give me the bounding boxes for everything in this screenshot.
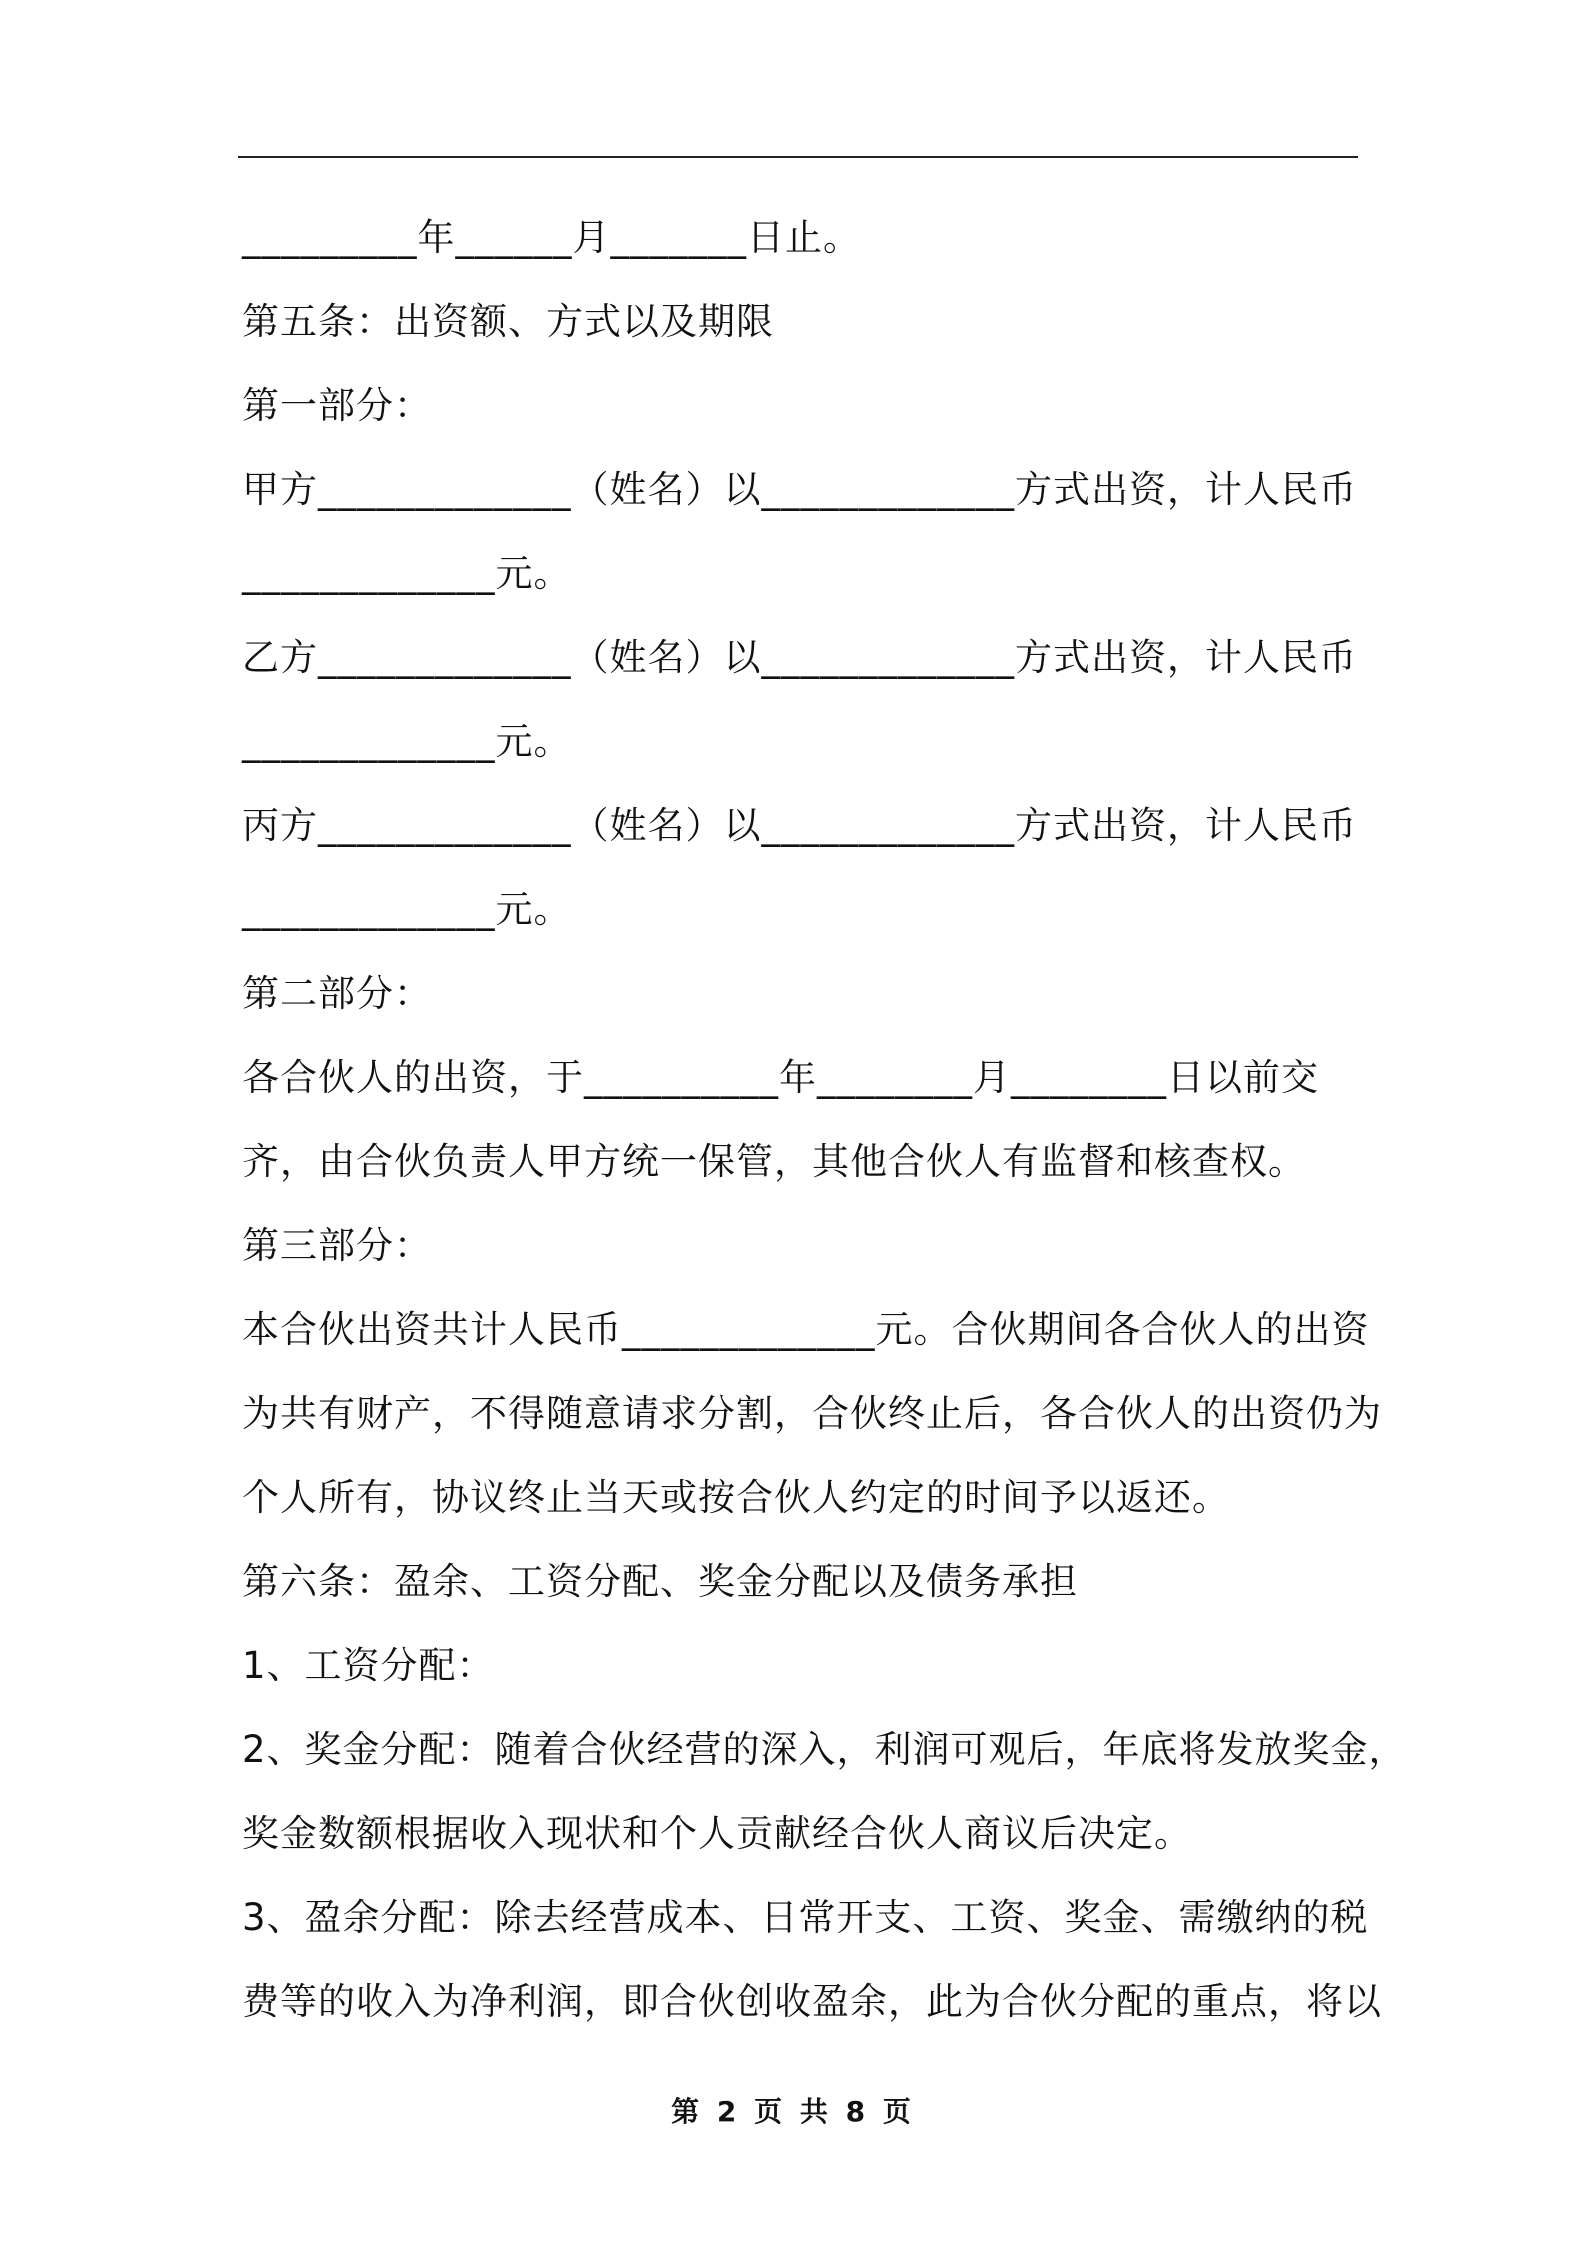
part-2-paragraph-line-1: 各合伙人的出资，于__________年________月________日以前交	[242, 1056, 1319, 1099]
page-number-footer: 第 2 页 共 8 页	[671, 2095, 915, 2128]
part-3-heading: 第三部分：	[242, 1224, 432, 1267]
item-3-surplus-line-2: 费等的收入为净利润，即合伙创收盈余，此为合伙分配的重点，将以	[242, 1980, 1382, 2023]
part-3-paragraph-line-1: 本合伙出资共计人民币_____________元。合伙期间各合伙人的出资	[242, 1308, 1370, 1351]
date-end-line: _________年______月_______日止。	[242, 216, 861, 259]
party-c-contribution: 丙方_____________（姓名）以_____________方式出资，计人民币	[242, 804, 1357, 847]
header-divider	[238, 156, 1358, 158]
party-a-amount: _____________元。	[242, 552, 572, 595]
item-2-bonus-line-2: 奖金数额根据收入现状和个人贡献经合伙人商议后决定。	[242, 1812, 1192, 1855]
document-body	[242, 196, 1407, 2044]
item-3-surplus-line-1: 3、盈余分配：除去经营成本、日常开支、工资、奖金、需缴纳的税	[242, 1896, 1369, 1939]
party-b-contribution: 乙方_____________（姓名）以_____________方式出资，计人民币	[242, 636, 1357, 679]
party-c-amount: _____________元。	[242, 888, 572, 931]
party-a-contribution: 甲方_____________（姓名）以_____________方式出资，计人民币	[242, 468, 1357, 511]
item-2-bonus-line-1: 2、奖金分配：随着合伙经营的深入，利润可观后，年底将发放奖金，	[242, 1728, 1407, 1771]
article-6-heading: 第六条：盈余、工资分配、奖金分配以及债务承担	[242, 1560, 1078, 1603]
party-b-amount: _____________元。	[242, 720, 572, 763]
part-2-heading: 第二部分：	[242, 972, 432, 1015]
part-3-paragraph-line-3: 个人所有，协议终止当天或按合伙人约定的时间予以返还。	[242, 1476, 1230, 1519]
part-2-paragraph-line-2: 齐，由合伙负责人甲方统一保管，其他合伙人有监督和核查权。	[242, 1140, 1306, 1183]
item-1-wages: 1、工资分配：	[242, 1644, 495, 1687]
article-5-heading: 第五条：出资额、方式以及期限	[242, 300, 774, 343]
part-1-heading: 第一部分：	[242, 384, 432, 427]
part-3-paragraph-line-2: 为共有财产，不得随意请求分割，合伙终止后，各合伙人的出资仍为	[242, 1392, 1382, 1435]
